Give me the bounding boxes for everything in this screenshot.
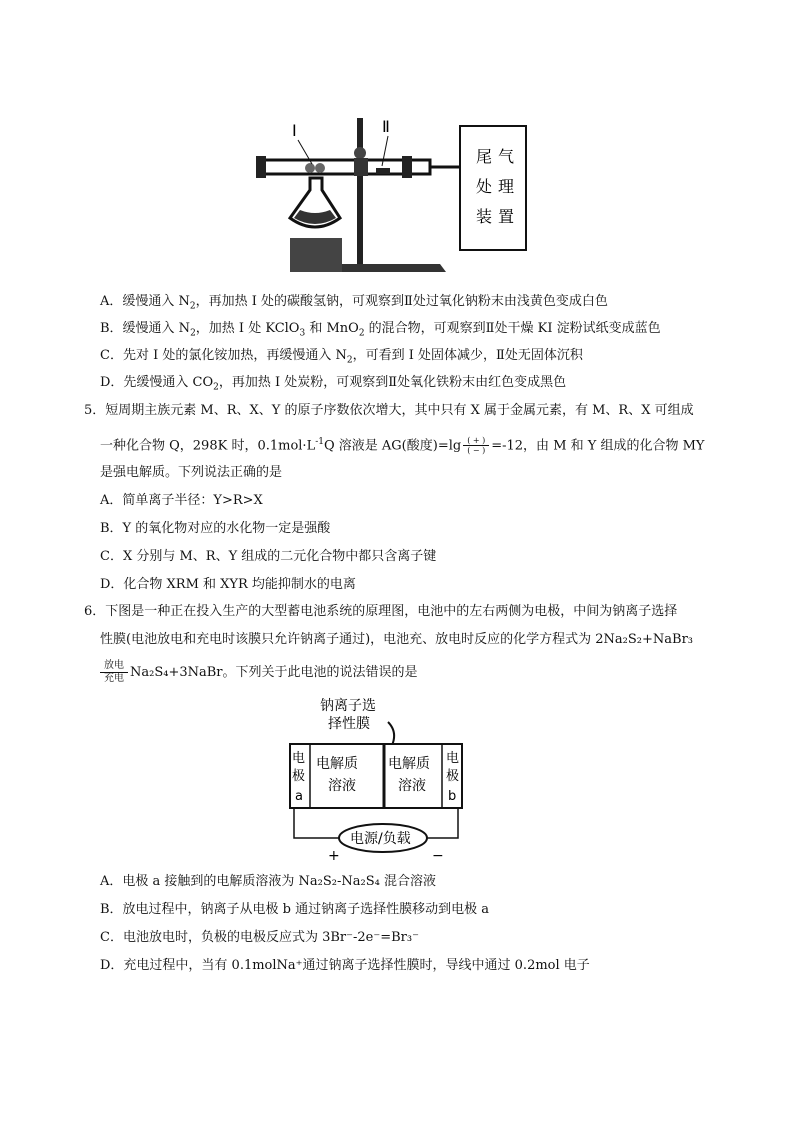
power-load-label: 电源/负载 <box>350 831 411 847</box>
electrode-a-char-2: a <box>295 789 303 804</box>
q4-a-part2: ，再加热 I 处的碳酸氢钠，可观察到Ⅱ处过氧化钠粉末由浅黄色变成白色 <box>195 294 608 309</box>
tail-char-0: 尾 <box>476 147 493 166</box>
q5-line2-a: 一种化合物 Q，298K 时，0.1mol·L <box>100 438 316 454</box>
tail-char-5: 置 <box>498 207 515 226</box>
membrane-label-2: 择性膜 <box>328 716 370 732</box>
minus-sign: − <box>432 848 444 864</box>
tail-char-2: 处 <box>476 177 493 196</box>
q4-b-sub2: 3 <box>299 328 306 339</box>
q4-option-d <box>100 373 566 398</box>
q4-option-c <box>100 346 583 371</box>
membrane-label-1: 钠离子选 <box>320 698 376 714</box>
tail-char-1: 气 <box>498 147 515 166</box>
q5-option-d: D．化合物 XRM 和 XYR 均能抑制水的电离 <box>100 577 356 592</box>
apparatus-figure <box>250 118 530 278</box>
q4-option-a <box>100 292 608 317</box>
q4-c-part2: ，可看到 I 处固体减少，Ⅱ处无固体沉积 <box>352 348 583 363</box>
q5-line2-c: =-12，由 M 和 Y 组成的化合物 MY <box>491 438 705 454</box>
electrode-b-char-1: 极 <box>446 769 460 784</box>
q5-stem-line2 <box>100 432 705 456</box>
q5-option-a: A．简单离子半径：Y>R>X <box>100 493 263 508</box>
label-I: I <box>292 121 297 140</box>
plus-sign: + <box>328 848 340 864</box>
q5-fraction <box>463 436 489 455</box>
right-solution-2: 溶液 <box>398 778 426 794</box>
q6-stem-line2: 性膜(电池放电和充电时该膜只允许钠离子通过)，电池充、放电时反应的化学方程式为 2Na₂S₂+NaBr₃ <box>100 632 693 647</box>
q4-c-part1: C．先对 I 处的氯化铵加热，再缓慢通入 N <box>100 348 347 363</box>
q6-option-d: D．充电过程中，当有 0.1molNa⁺通过钠离子选择性膜时，导线中通过 0.2mol 电子 <box>100 958 590 973</box>
electrode-a-char-1: 极 <box>292 769 306 784</box>
q4-b-part1: B．缓慢通入 N <box>100 321 191 336</box>
q6-arrow-top: 放电 <box>100 660 128 673</box>
q5-option-b: B．Y 的氧化物对应的水化物一定是强酸 <box>100 521 331 536</box>
q4-b-part4: 的混合物，可观察到Ⅱ处干燥 KI 淀粉试纸变成蓝色 <box>364 321 661 336</box>
q4-d-part2: ，再加热 I 处炭粉，可观察到Ⅱ处氧化铁粉末由红色变成黑色 <box>218 375 567 390</box>
q5-line2-b: Q 溶液是 AG(酸度)=lg <box>323 438 462 454</box>
q6-option-b: B．放电过程中，钠离子从电极 b 通过钠离子选择性膜移动到电极 a <box>100 902 490 917</box>
q5-stem-line1: 5．短周期主族元素 M、R、X、Y 的原子序数依次增大，其中只有 X 属于金属元素，有 M、R、X 可组成 <box>84 403 694 418</box>
left-solution-2: 溶液 <box>328 778 356 794</box>
q4-d-sub1: 2 <box>213 382 219 393</box>
q4-b-part3: 和 MnO <box>305 321 359 336</box>
q6-stem-line3 <box>100 660 418 685</box>
tail-char-4: 装 <box>476 207 493 226</box>
q4-c-sub1: 2 <box>346 355 353 366</box>
electrode-b-char-0: 电 <box>446 751 460 766</box>
q5-frac-num: ( + ) <box>463 436 489 446</box>
q5-line2-sup: -1 <box>315 437 324 447</box>
q6-option-a: A．电极 a 接触到的电解质溶液为 Na₂S₂-Na₂S₄ 混合溶液 <box>100 874 436 889</box>
q4-a-sub1: 2 <box>189 301 196 312</box>
right-solution-1: 电解质 <box>388 756 430 772</box>
q4-b-part2: ，加热 I 处 KClO <box>195 321 300 336</box>
q5-frac-den: ( − ) <box>467 446 486 456</box>
q4-d-part1: D．先缓慢通入 CO <box>100 375 214 390</box>
label-II: Ⅱ <box>382 118 390 136</box>
electrode-b-char-2: b <box>448 789 457 804</box>
q6-option-c: C．电池放电时，负极的电极反应式为 3Br⁻-2e⁻=Br₃⁻ <box>100 930 419 945</box>
electrode-a-char-0: 电 <box>292 751 306 766</box>
q5-stem-line3: 是强电解质。下列说法正确的是 <box>100 465 283 480</box>
q5-option-c: C．X 分别与 M、R、Y 组成的二元化合物中都只含离子键 <box>100 549 437 564</box>
q4-option-b <box>100 319 661 344</box>
q4-a-part1: A．缓慢通入 N <box>100 294 190 309</box>
q4-b-sub1: 2 <box>190 328 196 339</box>
q6-reaction-arrow <box>100 660 128 685</box>
left-solution-1: 电解质 <box>316 756 358 772</box>
battery-figure <box>280 692 470 864</box>
q6-arrow-bottom: 充电 <box>104 673 124 684</box>
q4-b-sub3: 2 <box>358 328 365 339</box>
tail-char-3: 理 <box>498 177 515 196</box>
q6-line3-text: Na₂S₄+3NaBr。下列关于此电池的说法错误的是 <box>130 664 418 680</box>
q6-stem-line1: 6．下图是一种正在投入生产的大型蓄电池系统的原理图，电池中的左右两侧为电极，中间为钠离子选择 <box>84 604 678 619</box>
